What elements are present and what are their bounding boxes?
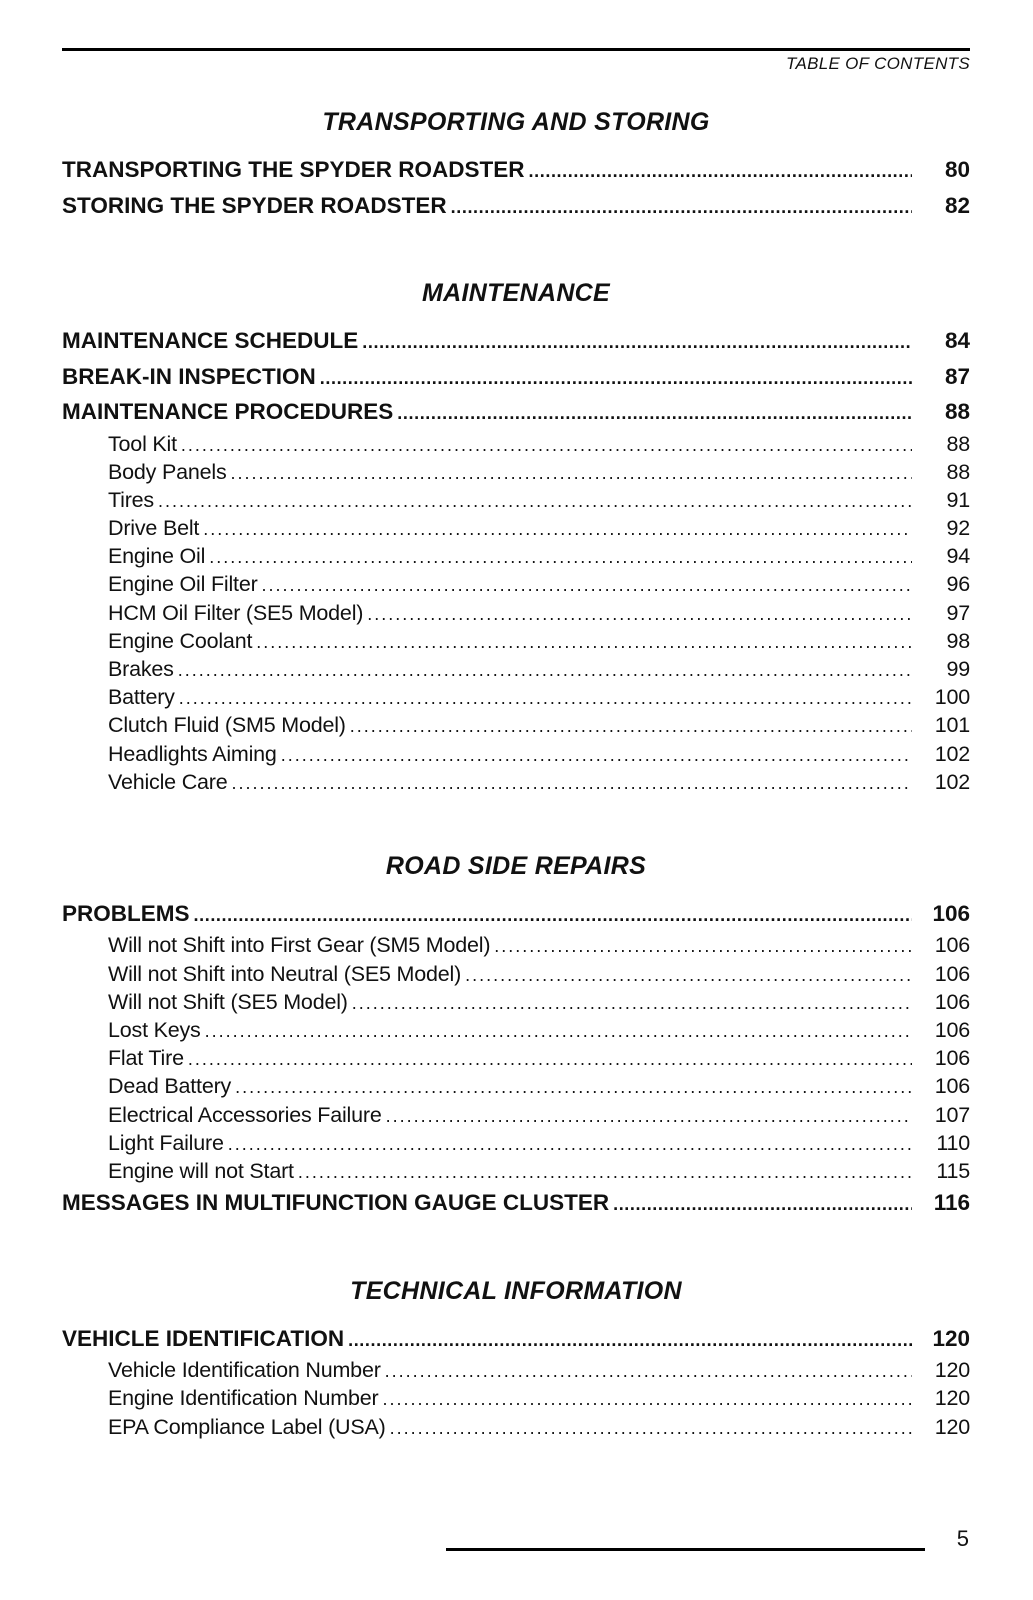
dot-leader (386, 1101, 912, 1129)
dot-leader (494, 931, 912, 959)
dot-leader (205, 1016, 912, 1044)
entry-page-number: 91 (946, 487, 970, 512)
entry-label: Body Panels (108, 459, 227, 484)
entry-label: Battery (108, 685, 175, 710)
entry-page-number: 94 (946, 544, 970, 569)
entry-page-number: 120 (934, 1358, 970, 1383)
toc-sub-entry[interactable] (62, 458, 970, 486)
toc-sub-entry[interactable] (62, 1157, 970, 1185)
dot-leader (529, 152, 912, 188)
entry-label: EPA Compliance Label (USA) (108, 1414, 386, 1439)
toc-sub-entry[interactable] (62, 1384, 970, 1412)
entry-page-number: 100 (934, 685, 970, 710)
toc-major-entry[interactable] (62, 394, 970, 430)
dot-leader (465, 960, 912, 988)
entry-label: Brakes (108, 657, 174, 681)
section-title: TECHNICAL INFORMATION (350, 1276, 682, 1305)
toc-sub-entry[interactable] (62, 740, 970, 768)
entry-page-number: 115 (936, 1158, 970, 1183)
entry-page-number: 110 (936, 1130, 970, 1155)
dot-leader (194, 896, 912, 932)
dot-leader (397, 394, 912, 430)
entry-page-number: 88 (946, 431, 970, 456)
entry-label: Tires (108, 487, 154, 512)
toc-sub-entry[interactable] (62, 430, 970, 458)
entry-page-number: 120 (934, 1414, 970, 1439)
toc-major-entry[interactable] (62, 896, 970, 932)
toc-major-entry[interactable] (62, 1321, 970, 1357)
entry-label: STORING THE SPYDER ROADSTER (62, 192, 447, 218)
dot-leader (256, 627, 912, 655)
entry-page-number: 84 (944, 328, 970, 353)
dot-leader (385, 1356, 912, 1384)
dot-leader (203, 514, 912, 542)
toc-sub-entry[interactable] (62, 1101, 970, 1129)
entry-page-number: 120 (934, 1386, 970, 1411)
entry-label: Electrical Accessories Failure (108, 1102, 382, 1127)
toc-major-entry[interactable] (62, 188, 970, 224)
toc-sub-entry[interactable] (62, 486, 970, 514)
toc-sub-entry[interactable] (62, 768, 970, 796)
entry-page-number: 97 (946, 600, 970, 625)
entry-label: Will not Shift (SE5 Model) (108, 989, 348, 1014)
dot-leader (348, 1321, 912, 1357)
page-header: TABLE OF CONTENTS (786, 54, 970, 73)
entry-page-number: 106 (934, 961, 970, 986)
entry-page-number: 101 (934, 713, 970, 738)
dot-leader (352, 988, 912, 1016)
toc-sub-entry[interactable] (62, 683, 970, 711)
entry-page-number: 107 (934, 1102, 970, 1127)
entry-label: Dead Battery (108, 1074, 232, 1099)
entry-page-number: 106 (934, 933, 970, 958)
dot-leader (228, 1129, 912, 1157)
entry-page-number: 116 (933, 1190, 970, 1216)
entry-label: MAINTENANCE PROCEDURES (62, 399, 394, 424)
toc-sub-entry[interactable] (62, 542, 970, 570)
dot-leader (451, 188, 912, 224)
entry-label: Will not Shift into First Gear (SM5 Model) (108, 933, 491, 958)
entry-label: Lost Keys (108, 1018, 201, 1042)
dot-leader (362, 323, 912, 359)
entry-label: BREAK-IN INSPECTION (62, 363, 316, 389)
dot-leader (367, 599, 912, 627)
dot-leader (390, 1413, 912, 1441)
dot-leader (209, 542, 912, 570)
dot-leader (179, 683, 912, 711)
toc-sub-entry[interactable] (62, 1044, 970, 1072)
dot-leader (382, 1384, 912, 1412)
entry-page-number: 106 (934, 1046, 970, 1071)
entry-label: Vehicle Identification Number (108, 1358, 381, 1383)
entry-label: MAINTENANCE SCHEDULE (62, 328, 359, 353)
entry-label: Clutch Fluid (SM5 Model) (108, 713, 346, 738)
toc-sub-entry[interactable] (62, 655, 970, 683)
entry-label: Vehicle Care (108, 769, 228, 794)
entry-page-number: 106 (934, 1018, 970, 1042)
entry-page-number: 88 (946, 459, 970, 484)
toc-section (62, 1221, 970, 1441)
entry-page-number: 92 (946, 516, 970, 541)
toc-section (62, 223, 970, 796)
entry-page-number: 88 (944, 399, 970, 424)
entry-label: Engine will not Start (108, 1158, 294, 1183)
section-title: TRANSPORTING AND STORING (322, 108, 710, 136)
entry-label: Drive Belt (108, 516, 200, 541)
toc-sub-entry[interactable] (62, 627, 970, 655)
entry-label: PROBLEMS (62, 900, 190, 926)
entry-label: HCM Oil Filter (SE5 Model) (108, 600, 364, 625)
entry-label: TRANSPORTING THE SPYDER ROADSTER (62, 157, 525, 182)
dot-leader (350, 711, 912, 739)
dot-leader (613, 1185, 912, 1221)
dot-leader (181, 430, 912, 458)
section-title: MAINTENANCE (421, 279, 611, 307)
toc-major-entry[interactable] (62, 152, 970, 188)
toc-sub-entry[interactable] (62, 1016, 970, 1044)
toc-sub-entry[interactable] (62, 1413, 970, 1441)
entry-label: Engine Identification Number (108, 1386, 379, 1411)
entry-label: Tool Kit (108, 431, 177, 456)
entry-label: Engine Oil (108, 544, 206, 569)
toc-section (62, 796, 970, 1221)
section-title: ROAD SIDE REPAIRS (385, 851, 647, 880)
page-number: 5 (956, 1526, 969, 1551)
dot-leader (281, 740, 912, 768)
entry-label: Flat Tire (108, 1046, 184, 1071)
toc-sub-entry[interactable] (62, 514, 970, 542)
dot-leader (320, 359, 912, 395)
toc-section (62, 96, 970, 223)
entry-page-number: 98 (946, 628, 970, 653)
entry-page-number: 80 (944, 157, 970, 182)
dot-leader (231, 458, 912, 486)
entry-page-number: 106 (934, 1074, 970, 1099)
toc-major-entry[interactable] (62, 1185, 970, 1221)
toc-sub-entry[interactable] (62, 1356, 970, 1384)
toc-sub-entry[interactable] (62, 570, 970, 598)
toc-sub-entry[interactable] (62, 931, 970, 959)
entry-label: Headlights Aiming (108, 741, 277, 766)
entry-label: Engine Oil Filter (108, 572, 258, 597)
entry-label: Will not Shift into Neutral (SE5 Model) (108, 961, 462, 986)
top-rule (62, 48, 970, 51)
toc-major-entry[interactable] (62, 323, 970, 359)
entry-page-number: 102 (934, 769, 970, 794)
entry-page-number: 120 (932, 1325, 970, 1351)
entry-label: Engine Coolant (108, 628, 253, 653)
entry-page-number: 106 (932, 900, 970, 926)
dot-leader (188, 1044, 912, 1072)
entry-label: Light Failure (108, 1130, 224, 1155)
toc-sub-entry[interactable] (62, 1129, 970, 1157)
dot-leader (262, 570, 912, 598)
toc-sub-entry[interactable] (62, 1072, 970, 1100)
toc-major-entry[interactable] (62, 359, 970, 395)
entry-label: VEHICLE IDENTIFICATION (62, 1325, 345, 1351)
entry-page-number: 96 (946, 572, 970, 597)
toc-sub-entry[interactable] (62, 988, 970, 1016)
entry-page-number: 87 (944, 363, 970, 389)
entry-page-number: 106 (934, 989, 970, 1014)
toc-sub-entry[interactable] (62, 711, 970, 739)
bottom-rule (446, 1548, 925, 1551)
table-of-contents (62, 96, 970, 1441)
toc-sub-entry[interactable] (62, 960, 970, 988)
entry-page-number: 102 (934, 741, 970, 766)
dot-leader (235, 1072, 912, 1100)
entry-page-number: 99 (946, 657, 970, 681)
dot-leader (298, 1157, 912, 1185)
dot-leader (158, 486, 912, 514)
entry-label: MESSAGES IN MULTIFUNCTION GAUGE CLUSTER (62, 1190, 610, 1216)
entry-page-number: 82 (944, 192, 970, 218)
dot-leader (232, 768, 912, 796)
dot-leader (178, 655, 912, 683)
toc-sub-entry[interactable] (62, 599, 970, 627)
